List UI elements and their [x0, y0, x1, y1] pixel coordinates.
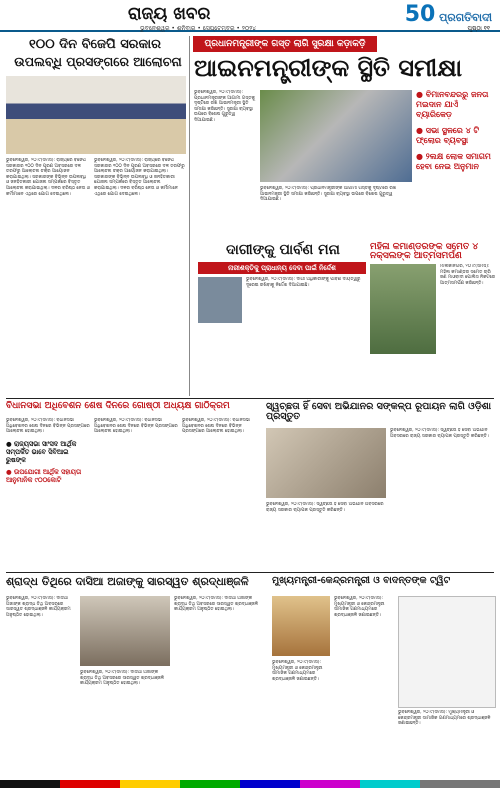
horizontal-rule: [6, 572, 494, 573]
story5-body: ଭୁବନେଶ୍ୱର, ୨୦।୯(ସମିସ): ବିଧାନସଭା ଅଧିବେଶନର ଶେଷ ଦିନରେ ବିଭିନ୍ନ ପ୍ରସଙ୍ଗରେ ଆଲୋଚନା ହୋଇଥିଲା।: [6, 418, 90, 435]
story2-photo: [260, 90, 412, 182]
bullet-item: ● ବିମାନବନ୍ଦରରୁ ଜନତା ମଇଦାନ ଯାଏଁ ବ୍ୟାରିକେଡ଼: [416, 90, 489, 119]
newspaper-logo: [405, 2, 492, 27]
story4-body: ମାଲକାନଗିରି, ୨୦।୯(ସମିସ): ମହିଳା କମାଣ୍ଡର ସମେତ ଚାରି ଜଣ ମାଓବାଦୀ ପୋଲିସ ନିକଟରେ ଆତ୍ମସମର୍ପଣ କରିଛନ୍ତି।: [440, 264, 496, 286]
story3-headline: ଦାଗୀଙ୍କୁ ପାର୍ବଣ ମନା: [226, 242, 340, 258]
bullet-item: ● ୨ଲକ୍ଷ ଲୋକ ସମାଗମ ହେବା ନେଇ ଅନୁମାନ: [416, 152, 491, 171]
bullet-item: ● ସଭା ସ୍ଥଳରେ ୪ ଟି ଫ୍ଲୋର ବ୍ୟବସ୍ଥା: [416, 126, 480, 145]
story2-body: ଭୁବନେଶ୍ୱର, ୨୦।୯(ସମିସ): ପ୍ରଧାନମନ୍ତ୍ରୀଙ୍କ ଆଗାମୀ ଗସ୍ତକୁ ଦୃଷ୍ଟିରେ ରଖି ଆଇନମନ୍ତ୍ରୀ ସ୍ଥିତି ସମୀକ୍ଷା କରିଛନ୍ତି। ସୁରକ୍ଷା ବ୍ୟବସ୍ଥା ଉପରେ ବିଶେଷ ଗୁରୁତ୍ୱ ଦିଆଯାଇଛି।: [194, 90, 255, 123]
story6-body: ଭୁବନେଶ୍ୱର, ୨୦।୯(ସମିସ): ସ୍ୱଚ୍ଛତା ହିଁ ସେବା ଅଭିଯାନ ଅବସରରେ ରାଜ୍ୟ ସରକାର ବ୍ୟାପକ ପ୍ରସ୍ତୁତି କରିଛନ୍ତି।: [390, 428, 489, 439]
story7-photo: [80, 596, 170, 666]
story4-photo: [370, 264, 436, 354]
story3-body: ଭୁବନେଶ୍ୱର, ୨୦।୯(ସମିସ): ଦାଗୀ ଅଧିକାରୀଙ୍କୁ ପାର୍ବଣ ଦାୟିତ୍ୱରୁ ଦୂରେଇ ରଖିବାକୁ ନିର୍ଦ୍ଦେଶ ଦିଆଯାଇଛି।: [246, 277, 361, 288]
story8-body-col3: ଭୁବନେଶ୍ୱର, ୨୦।୯(ସମିସ): ମୁଖ୍ୟମନ୍ତ୍ରୀ ଓ କେନ୍ଦ୍ରମନ୍ତ୍ରୀ ସାମାଜିକ ଗଣମାଧ୍ୟମରେ ଶ୍ରଦ୍ଧାଞ୍ଜଳି ଜଣାଇଛନ୍ତି।: [398, 710, 491, 727]
column-divider: [189, 36, 190, 396]
logo-number: 50: [404, 2, 436, 27]
story8-body: ଭୁବନେଶ୍ୱର, ୨୦।୯(ସମିସ): ମୁଖ୍ୟମନ୍ତ୍ରୀ ଓ କେନ୍ଦ୍ରମନ୍ତ୍ରୀ ସାମାଜିକ ଗଣମାଧ୍ୟମରେ ଶ୍ରଦ୍ଧାଞ୍ଜଳି ଜଣାଇଛନ୍ତି।: [334, 596, 385, 618]
story5-body-col2: ଭୁବନେଶ୍ୱର, ୨୦।୯(ସମିସ): ବିଧାନସଭା ଅଧିବେଶନର ଶେଷ ଦିନରେ ବିଭିନ୍ନ ପ୍ରସଙ୍ଗରେ ଆଲୋଚନା ହୋଇଥିଲା।: [94, 418, 178, 435]
logo-text: ପ୍ରଗତିବାଦୀ: [439, 11, 492, 24]
story5-bullets: [6, 440, 90, 484]
story2-kicker: ପ୍ରଧାନମନ୍ତ୍ରୀଙ୍କ ଗସ୍ତ ଲାଗି ସୁରକ୍ଷା କଡ଼ାକଡ଼ି: [193, 36, 377, 52]
story7-headline: ଶ୍ରାଦ୍ଧ ତିଥିରେ ଦାସିଆ ଅଜାଙ୍କୁ ସାରସ୍ୱତ ଶ୍ରଦ୍ଧାଞ୍ଜଳି: [6, 575, 249, 588]
bullet-item: ● ଉପଯୋଗୀ ଆର୍ଥିକ ସହାୟତା ଆନୁମାନିକ ୯୦୦କୋଟି: [6, 468, 82, 484]
story7-body: ଭୁବନେଶ୍ୱର, ୨୦।୯(ସମିସ): ଦାସିଆ ଅଜାଙ୍କ ଶ୍ରାଦ୍ଧ ତିଥି ଅବସରରେ ସାରସ୍ୱତ ଶ୍ରଦ୍ଧାଞ୍ଜଳି କାର୍ଯ୍ୟକ୍ରମ ଅନୁଷ୍ଠିତ ହୋଇଥିଲା।: [6, 596, 71, 618]
story6-body-cont: ଭୁବନେଶ୍ୱର, ୨୦।୯(ସମିସ): ସ୍ୱଚ୍ଛତା ହିଁ ସେବା ଅଭିଯାନ ଅବସରରେ ରାଜ୍ୟ ସରକାର ବ୍ୟାପକ ପ୍ରସ୍ତୁତି କରିଛନ୍ତି।: [266, 502, 384, 513]
story3-subhead: ନାରୀଶକ୍ତିକୁ ପ୍ରାଧାନ୍ୟ ଦେବା ପାଇଁ ନିର୍ଦ୍ଦେଶ: [198, 262, 366, 274]
story6-photo: [266, 428, 386, 498]
sidebar-bullets: [416, 90, 496, 172]
story8-headline: ମୁଖ୍ୟମନ୍ତ୍ରୀ-କେନ୍ଦ୍ରମନ୍ତ୍ରୀ ଓ ବାଦନ୍ତଙ୍କ ଟ୍ୱିଟ: [272, 575, 451, 586]
story1-photo: [6, 76, 186, 154]
story2-body-cont: ଭୁବନେଶ୍ୱର, ୨୦।୯(ସମିସ): ପ୍ରଧାନମନ୍ତ୍ରୀଙ୍କ ଆଗାମୀ ଗସ୍ତକୁ ଦୃଷ୍ଟିରେ ରଖି ଆଇନମନ୍ତ୍ରୀ ସ୍ଥିତି ସମୀକ୍ଷା କରିଛନ୍ତି। ସୁରକ୍ଷା ବ୍ୟବସ୍ଥା ଉପରେ ବିଶେଷ ଗୁରୁତ୍ୱ ଦିଆଯାଇଛି।: [260, 186, 397, 203]
tweet-screenshot: [398, 596, 496, 708]
story1-body-col2: ଭୁବନେଶ୍ୱର, ୨୦।୯(ସମିସ): ରାଜ୍ୟରେ ବିଜେପି ସରକାରର ୧୦୦ ଦିନ ପୂରଣ ଅବସରରେ ଦଳ ତରଫରୁ ଆଲୋଚନା ଚକ୍ର ଆୟୋଜନ କରାଯାଇଥିଲା। ସରକାରଙ୍କ ବିଭିନ୍ନ ଉପଲବ୍ଧି ଓ ଜନହିତକାରୀ ଯୋଜନା ସମ୍ପର୍କରେ ବିସ୍ତୃତ ଆଲୋଚନା କରାଯାଇଥିଲା। ଦଳର ବରିଷ୍ଠ ନେତା ଓ କର୍ମୀମାନେ ଏଥିରେ ଯୋଗ ଦେଇଥିଲେ।: [94, 158, 185, 197]
story3-photo: [198, 277, 242, 323]
page-number: ପୃଷ୍ଠା ୧୧: [467, 25, 490, 32]
story5-headline: ବିଧାନସଭା ଅଧିବେଶନ ଶେଷ ଦିନରେ ଗୋଷ୍ଠୀ ଅଧ୍ୟକ୍ଷ ଗାଠିକ୍ରମ: [6, 401, 230, 411]
bullet-item: ● ରାଜ୍ୟସଭା ସାଂସଦ ଆର୍ଥିକ ସମ୍ପର୍କିତ ଭାବେ ସିବିଆଇ ରୁଷଙ୍କ: [6, 440, 77, 464]
story2-headline: ଆଇନମନ୍ତ୍ରୀଙ୍କ ସ୍ଥିତି ସମୀକ୍ଷା: [194, 54, 463, 82]
story8-photo: [272, 596, 330, 656]
story1-body-col1: ଭୁବନେଶ୍ୱର, ୨୦।୯(ସମିସ): ରାଜ୍ୟରେ ବିଜେପି ସରକାରର ୧୦୦ ଦିନ ପୂରଣ ଅବସରରେ ଦଳ ତରଫରୁ ଆଲୋଚନା ଚକ୍ର ଆୟୋଜନ କରାଯାଇଥିଲା। ସରକାରଙ୍କ ବିଭିନ୍ନ ଉପଲବ୍ଧି ଓ ଜନହିତକାରୀ ଯୋଜନା ସମ୍ପର୍କରେ ବିସ୍ତୃତ ଆଲୋଚନା କରାଯାଇଥିଲା। ଦଳର ବରିଷ୍ଠ ନେତା ଓ କର୍ମୀମାନେ ଏଥିରେ ଯୋଗ ଦେଇଥିଲେ।: [6, 158, 90, 197]
story1-headline-line1: ୧୦୦ ଦିନ ବିଜେପି ସରକାର: [29, 37, 161, 52]
story6-headline: ସ୍ୱଚ୍ଛତା ହିଁ ସେବା ଅଭିଯାନର ସଙ୍କଳ୍ପ ରୂପାୟନ ଲାଗି ଓଡ଼ିଶା ପ୍ରସ୍ତୁତ: [266, 401, 491, 422]
dateline: ଭୁବନେଶ୍ୱର • ଶନିବାର • ସେପ୍ଟେମ୍ବର • ୨୦୨୪: [140, 25, 257, 32]
story1-headline-line2: ଉପଲବ୍ଧି ପ୍ରସଙ୍ଗରେ ଆଲୋଚନା: [14, 54, 182, 69]
story8-body-col2: ଭୁବନେଶ୍ୱର, ୨୦।୯(ସମିସ): ମୁଖ୍ୟମନ୍ତ୍ରୀ ଓ କେନ୍ଦ୍ରମନ୍ତ୍ରୀ ସାମାଜିକ ଗଣମାଧ୍ୟମରେ ଶ୍ରଦ୍ଧାଞ୍ଜଳି ଜଣାଇଛନ୍ତି।: [272, 660, 323, 682]
story7-body-col2: ଭୁବନେଶ୍ୱର, ୨୦।୯(ସମିସ): ଦାସିଆ ଅଜାଙ୍କ ଶ୍ରାଦ୍ଧ ତିଥି ଅବସରରେ ସାରସ୍ୱତ ଶ୍ରଦ୍ଧାଞ୍ଜଳି କାର୍ଯ୍ୟକ୍ରମ ଅନୁଷ୍ଠିତ ହୋଇଥିଲା।: [80, 670, 164, 687]
story4-headline: ମହିଳା କମାଣ୍ଡରଙ୍କ ସମେତ ୪ ନକ୍ସଲଙ୍କ ଆତ୍ମସମର୍ପଣ: [370, 242, 479, 262]
section-title: ରାଜ୍ୟ ଖବର: [128, 4, 211, 24]
story5-body-col3: ଭୁବନେଶ୍ୱର, ୨୦।୯(ସମିସ): ବିଧାନସଭା ଅଧିବେଶନର ଶେଷ ଦିନରେ ବିଭିନ୍ନ ପ୍ରସଙ୍ଗରେ ଆଲୋଚନା ହୋଇଥିଲା।: [182, 418, 251, 435]
color-registration-strip: [0, 780, 500, 788]
story7-body-col3: ଭୁବନେଶ୍ୱର, ୨୦।୯(ସମିସ): ଦାସିଆ ଅଜାଙ୍କ ଶ୍ରାଦ୍ଧ ତିଥି ଅବସରରେ ସାରସ୍ୱତ ଶ୍ରଦ୍ଧାଞ୍ଜଳି କାର୍ଯ୍ୟକ୍ରମ ଅନୁଷ୍ଠିତ ହୋଇଥିଲା।: [174, 596, 258, 613]
horizontal-rule: [6, 398, 494, 399]
